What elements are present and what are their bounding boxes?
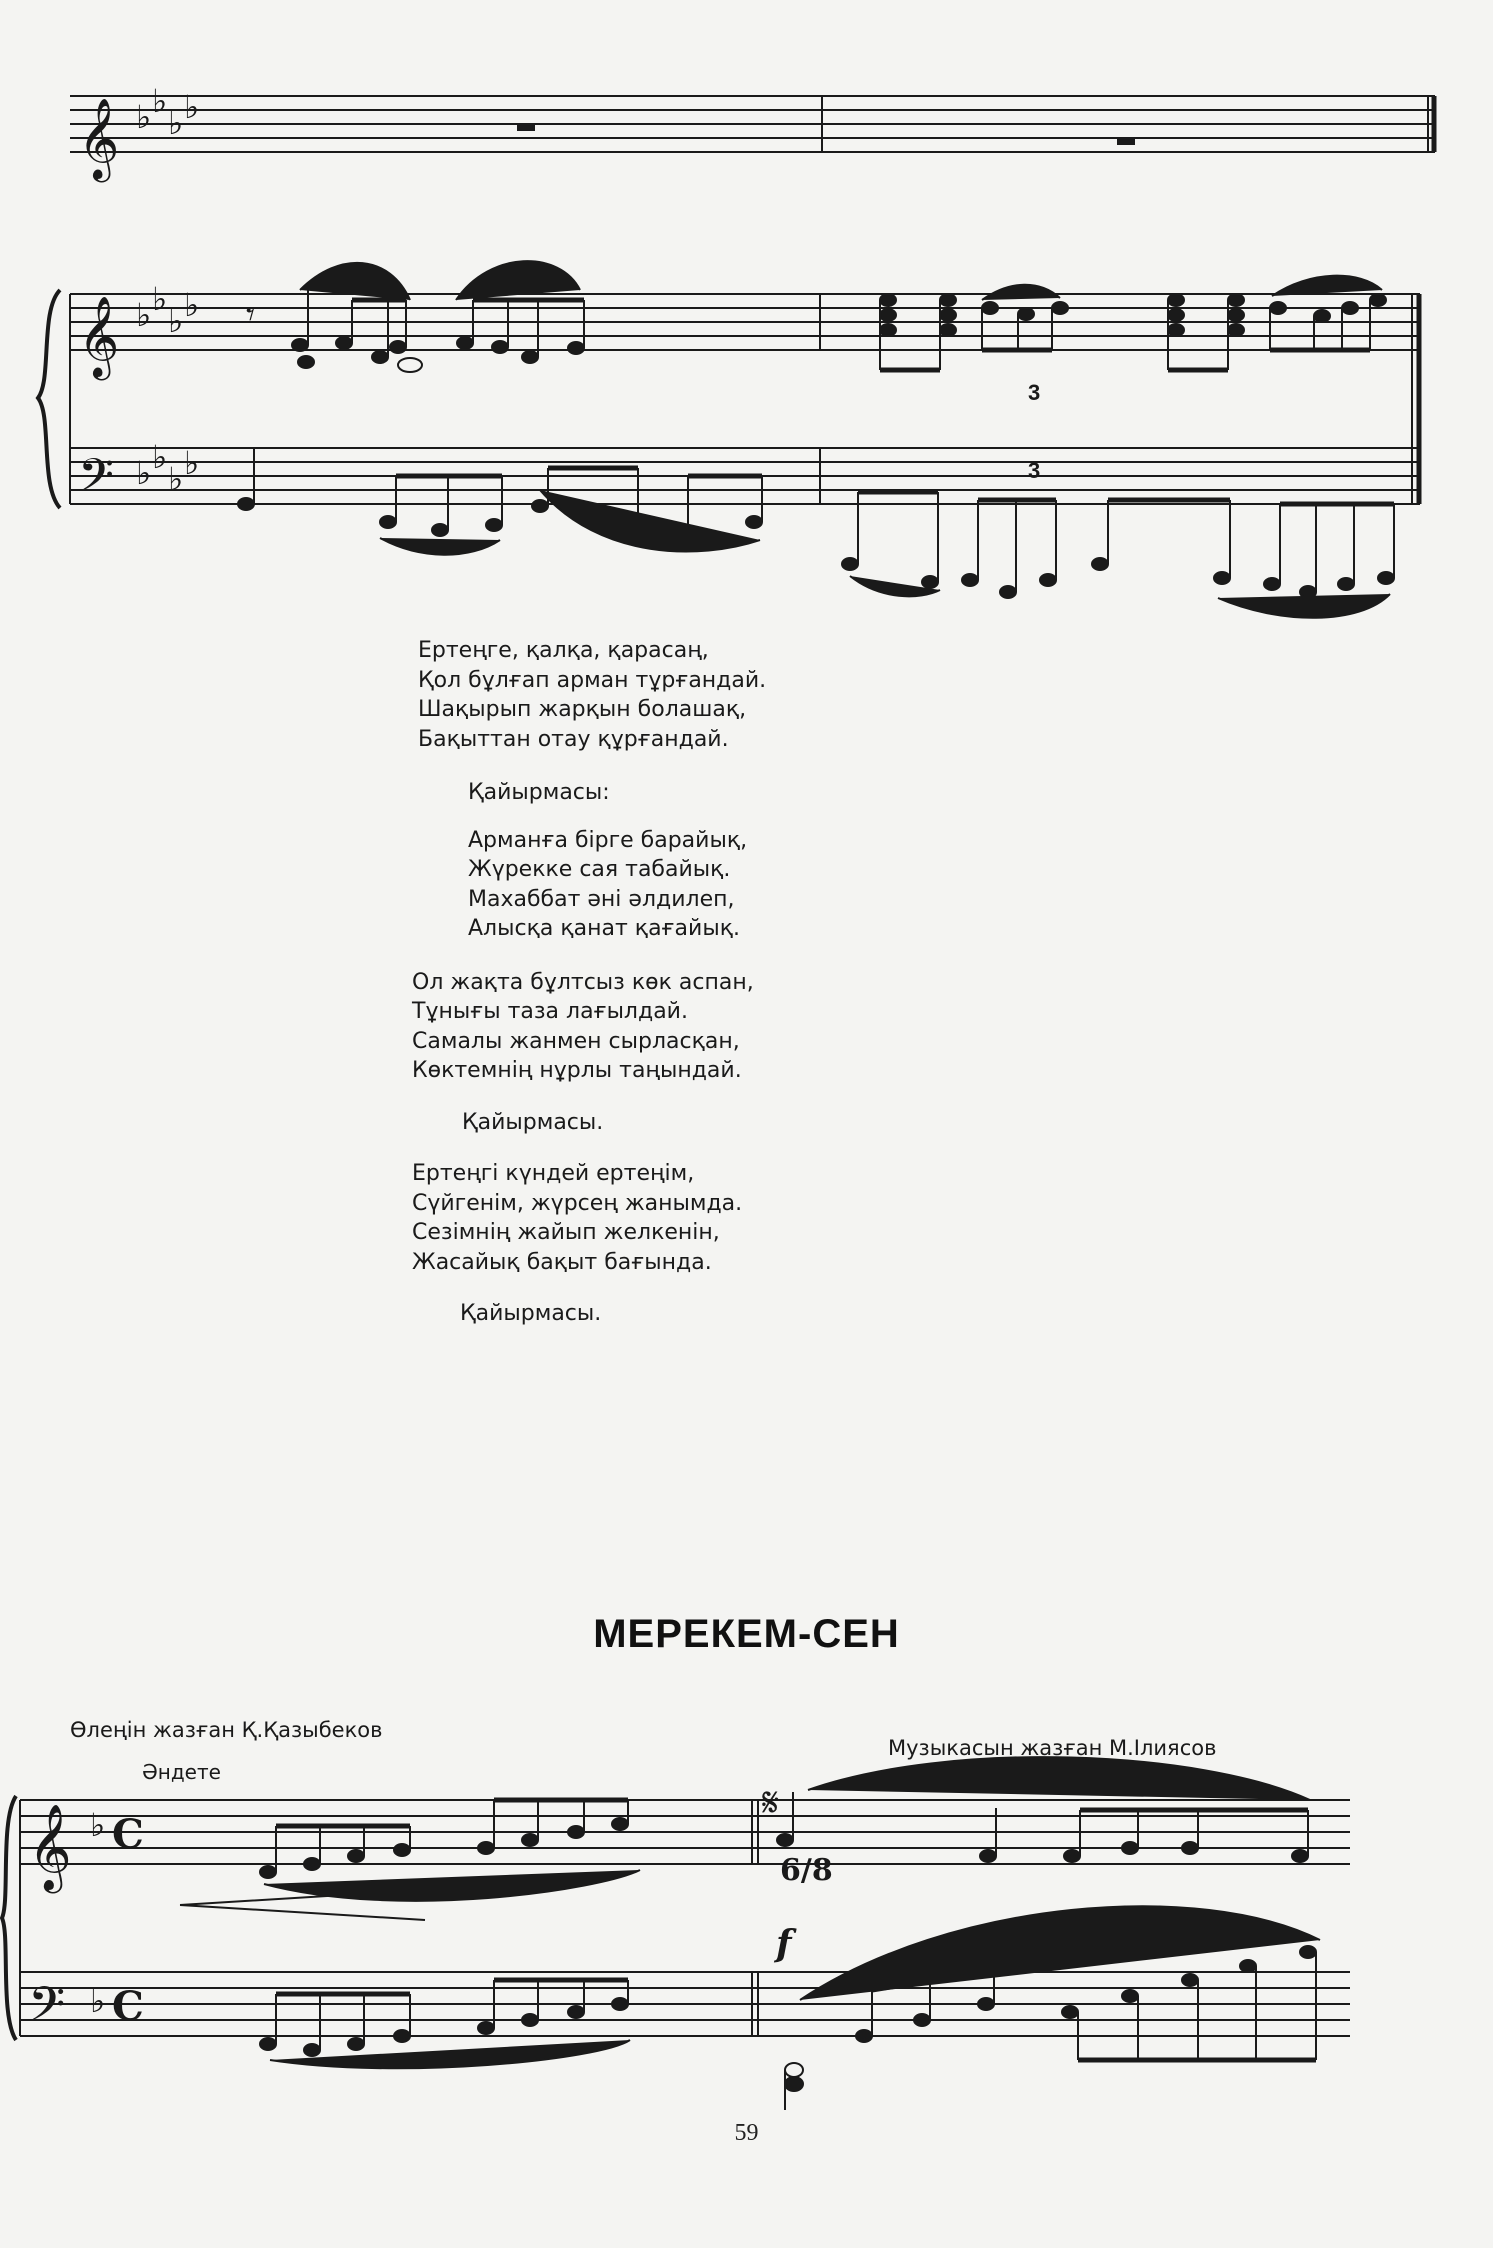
bass-notes (238, 448, 1394, 618)
refrain-label: Қайырмасы. (462, 1109, 604, 1135)
lyricist-credit: Өлеңін жазған Қ.Қазыбеков (70, 1718, 383, 1742)
lyric-line: Ол жақта бұлтсыз көк аспан, (412, 969, 754, 995)
svg-text:♭: ♭ (136, 454, 152, 492)
tempo-marking: Әндете (142, 1760, 221, 1784)
page-number: 59 (734, 2120, 759, 2146)
triplet-mark: 3 (1028, 458, 1041, 483)
lyric-line: Алысқа қанат қағайық. (468, 916, 740, 941)
time-signature: C (112, 1811, 144, 1858)
lyric-line: Ертеңге, қалқа, қарасаң, (418, 638, 709, 663)
lyric-line: Сүйгенім, жүрсең жанымда. (412, 1190, 743, 1216)
lyric-line: Жасайық бақыт бағында. (412, 1249, 712, 1275)
svg-text:♭: ♭ (90, 1806, 106, 1844)
svg-text:♭: ♭ (136, 98, 152, 136)
lyric-line: Ертеңгі күндей ертеңім, (412, 1161, 695, 1186)
refrain-label: Қайырмасы: (468, 780, 610, 805)
svg-text:♭: ♭ (184, 88, 200, 126)
svg-text:♭: ♭ (184, 444, 200, 482)
dynamic-forte: f (776, 1923, 792, 1965)
svg-text:𝄞: 𝄞 (78, 295, 120, 377)
svg-text:♭: ♭ (152, 82, 168, 120)
svg-text:♭: ♭ (152, 438, 168, 476)
lyric-line: Қол бұлғап арман тұрғандай. (418, 667, 767, 693)
lyric-line: Самалы жанмен сырласқан, (412, 1028, 740, 1054)
svg-text:♭: ♭ (184, 286, 200, 324)
refrain-ref (418, 1299, 766, 1329)
svg-text:♭: ♭ (152, 280, 168, 318)
refrain-ref (418, 1108, 766, 1138)
lyrics (412, 636, 767, 1329)
svg-text:♭: ♭ (168, 302, 184, 340)
svg-text:𝄢: 𝄢 (78, 449, 115, 514)
stanza-1 (418, 636, 766, 754)
triplet-mark: 3 (1028, 380, 1041, 405)
lyric-line: Тұнығы таза лағылдай. (412, 999, 688, 1024)
piano-bass-staff-1 (70, 294, 1420, 504)
lyric-line: Шақырып жарқын болашақ, (418, 697, 747, 722)
svg-text:𝄞: 𝄞 (28, 1804, 72, 1890)
svg-text:♭: ♭ (136, 296, 152, 334)
time-signature: 6/8 (780, 1853, 833, 1888)
lyric-line: Жүрекке сая табайық. (468, 857, 731, 882)
refrain-label: Қайырмасы. (460, 1301, 602, 1326)
stanza-2 (412, 968, 766, 1086)
lyric-line: Махаббат әні әлдилеп, (468, 886, 735, 912)
lyric-line: Көктемнің нұрлы таңындай. (412, 1058, 742, 1083)
svg-text:♭: ♭ (90, 1982, 106, 2020)
svg-text:𝄞: 𝄞 (78, 97, 120, 179)
svg-text:𝄢: 𝄢 (28, 1976, 66, 2044)
segno-mark: 𝄋 (762, 1780, 780, 1826)
treble-notes-m1 (246, 261, 584, 372)
svg-text:♭: ♭ (168, 104, 184, 142)
song-title: МЕРЕКЕМ-СЕН (593, 1612, 900, 1656)
refrain (418, 778, 766, 944)
voice-staff-1 (70, 96, 1435, 152)
lyric-line: Арманға бірге барайық, (468, 827, 748, 853)
lyric-line: Бақыттан отау құрғандай. (418, 726, 729, 752)
lyric-line: Сезімнің жайып желкенін, (412, 1220, 720, 1245)
svg-text:♭: ♭ (168, 460, 184, 498)
composer-credit: Музыкасын жазған М.Ілиясов (888, 1736, 1217, 1760)
time-signature: C (112, 1983, 144, 2030)
stanza-3 (412, 1159, 766, 1277)
svg-text:𝄾: 𝄾 (246, 295, 256, 335)
piano-treble-staff-1 (70, 294, 1420, 350)
